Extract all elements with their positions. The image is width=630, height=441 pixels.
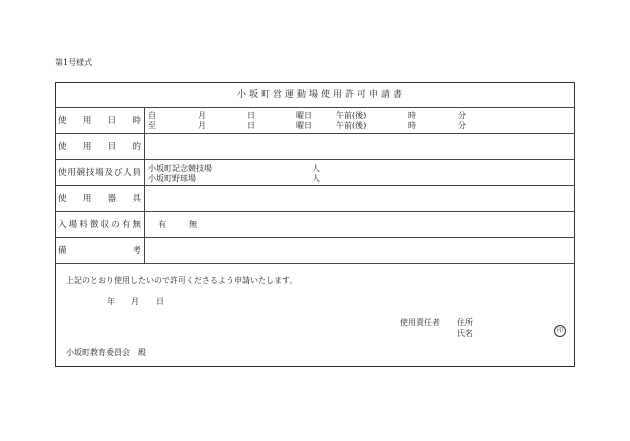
venue-headcount-unit: 人 xyxy=(312,174,320,183)
date-month: 月 xyxy=(131,297,139,306)
label-usage-purpose: 使用目的 xyxy=(58,142,141,152)
datetime-from-prefix: 自 xyxy=(148,111,156,120)
venue-name: 小坂町記念競技場 xyxy=(148,164,212,173)
venue-headcount-unit: 人 xyxy=(312,164,320,173)
datetime-to-minute: 分 xyxy=(458,121,466,130)
datetime-to-weekday: 曜日 xyxy=(296,121,312,130)
datetime-to-hour: 時 xyxy=(408,121,416,130)
datetime-from-hour: 時 xyxy=(408,111,416,120)
datetime-from-month: 月 xyxy=(198,111,206,120)
label-column-divider xyxy=(144,107,145,264)
label-admission-fee: 入場料徴収の有無 xyxy=(58,220,141,230)
admission-option-no: 無 xyxy=(189,220,197,229)
date-year: 年 xyxy=(107,297,115,306)
venue-name: 小坂町野球場 xyxy=(148,174,196,183)
datetime-from-day: 日 xyxy=(247,111,255,120)
date-day: 日 xyxy=(156,297,164,306)
datetime-to-day: 日 xyxy=(247,121,255,130)
addressee: 小坂町教育委員会 殿 xyxy=(66,348,146,357)
datetime-from-minute: 分 xyxy=(458,111,466,120)
form-number: 第1号様式 xyxy=(55,58,93,67)
label-venue-and-headcount: 使用競技場及び人員 xyxy=(58,168,141,178)
label-usage-datetime: 使用日時 xyxy=(58,116,141,126)
label-remarks: 備考 xyxy=(58,246,141,256)
datetime-to-prefix: 至 xyxy=(148,121,156,130)
datetime-to-ampm: 午前(後) xyxy=(336,121,367,130)
name-label: 氏名 xyxy=(457,329,473,338)
datetime-from-weekday: 曜日 xyxy=(296,111,312,120)
responsible-person-label: 使用責任者 xyxy=(400,318,440,327)
seal-mark-icon: 印 xyxy=(554,325,566,337)
label-equipment: 使用器具 xyxy=(58,194,141,204)
admission-option-yes: 有 xyxy=(158,220,166,229)
row-divider xyxy=(55,263,575,264)
datetime-to-month: 月 xyxy=(198,121,206,130)
form-title: 小坂町営運動場使用許可申請書 xyxy=(237,90,406,100)
address-label: 住所 xyxy=(457,318,473,327)
datetime-from-ampm: 午前(後) xyxy=(336,111,367,120)
application-statement: 上記のとおり使用したいので許可くださるよう申請いたします。 xyxy=(66,276,298,285)
